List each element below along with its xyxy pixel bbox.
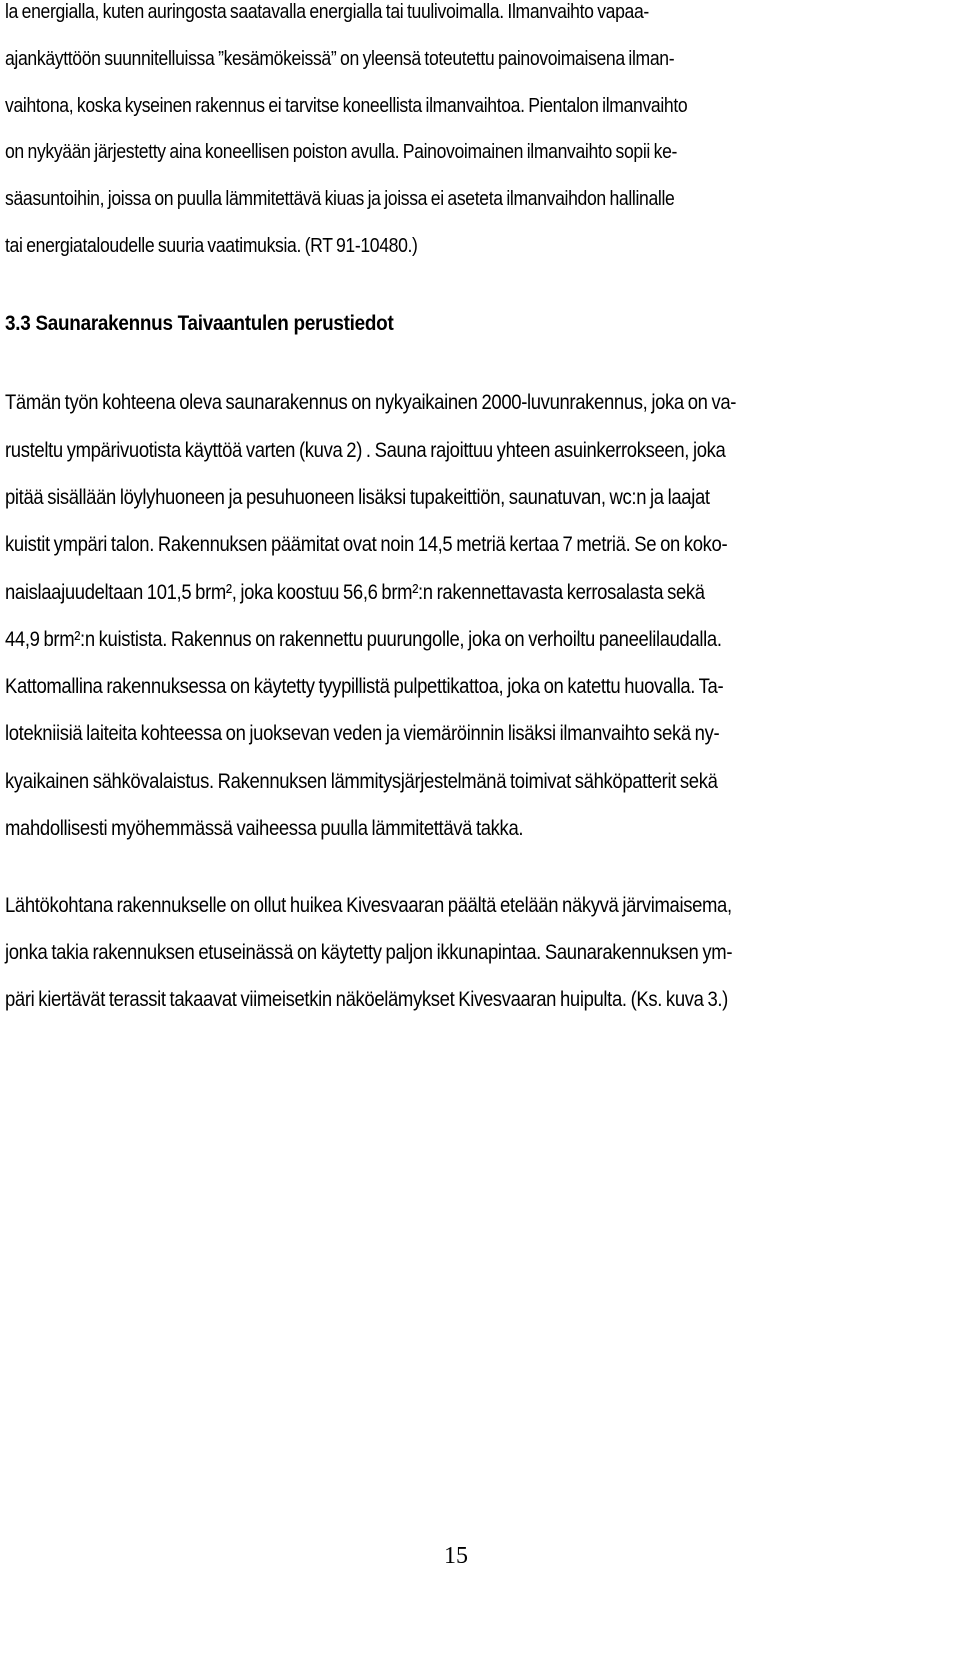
body-text-line: päri kiertävät terassit takaavat viimeisetkin näköelämykset Kivesvaaran huipulta. (Ks. kuva 3.): [5, 988, 728, 1011]
body-text-line: mahdollisesti myöhemmässä vaiheessa puulla lämmitettävä takka.: [5, 817, 524, 840]
body-text-line: Kattomallina rakennuksessa on käytetty tyypillistä pulpettikattoa, joka on katettu huovalla. Ta-: [5, 675, 724, 698]
body-text-line: Lähtökohtana rakennukselle on ollut huikea Kivesvaaran päältä etelään näkyvä järvimaisema,: [5, 894, 732, 917]
section-heading: 3.3 Saunarakennus Taivaantulen perustiedot: [5, 312, 394, 335]
body-text-line: ajankäyttöön suunnitelluissa ”kesämökeissä” on yleensä toteutettu painovoimaisena ilman-: [5, 48, 675, 70]
body-text-line: tai energiataloudelle suuria vaatimuksia. (RT 91-10480.): [5, 235, 418, 257]
body-text-line: pitää sisällään löylyhuoneen ja pesuhuoneen lisäksi tupakeittiön, saunatuvan, wc:n ja laajat: [5, 486, 710, 509]
body-text-line: jonka takia rakennuksen etuseinässä on käytetty paljon ikkunapintaa. Saunarakennuksen ym-: [5, 941, 733, 964]
body-text-line: on nykyään järjestetty aina koneellisen poiston avulla. Painovoimainen ilmanvaihto sopii ke-: [5, 141, 678, 163]
body-text-line: Tämän työn kohteena oleva saunarakennus on nykyaikainen 2000-luvunrakennus, joka on va-: [5, 391, 737, 414]
body-text-line: vaihtona, koska kyseinen rakennus ei tarvitse koneellista ilmanvaihtoa. Pientalon ilmanvaihto: [5, 95, 688, 117]
body-text-line: la energialla, kuten auringosta saatavalla energialla tai tuulivoimalla. Ilmanvaihto vapaa-: [5, 1, 649, 23]
body-text-line: lotekniisiä laiteita kohteessa on juoksevan veden ja viemäröinnin lisäksi ilmanvaihto sekä ny-: [5, 722, 720, 745]
page-number: 15: [444, 1543, 468, 1569]
body-text-line: kuistit ympäri talon. Rakennuksen päämitat ovat noin 14,5 metriä kertaa 7 metriä. Se on koko-: [5, 533, 728, 556]
body-text-line: rusteltu ympärivuotista käyttöä varten (kuva 2) . Sauna rajoittuu yhteen asuinkerrokseen, joka: [5, 439, 726, 462]
body-text-line: säasuntoihin, joissa on puulla lämmitettävä kiuas ja joissa ei aseteta ilmanvaihdon hallinalle: [5, 188, 675, 210]
body-text-line: naislaajuudeltaan 101,5 brm², joka koostuu 56,6 brm²:n rakennettavasta kerrosalasta sekä: [5, 581, 705, 604]
body-text-line: kyaikainen sähkövalaistus. Rakennuksen lämmitysjärjestelmänä toimivat sähköpatterit sekä: [5, 770, 718, 793]
body-text-line: 44,9 brm²:n kuististа. Rakennus on rakennettu puurungolle, joka on verhoiltu paneelilaudalla.: [5, 628, 722, 651]
